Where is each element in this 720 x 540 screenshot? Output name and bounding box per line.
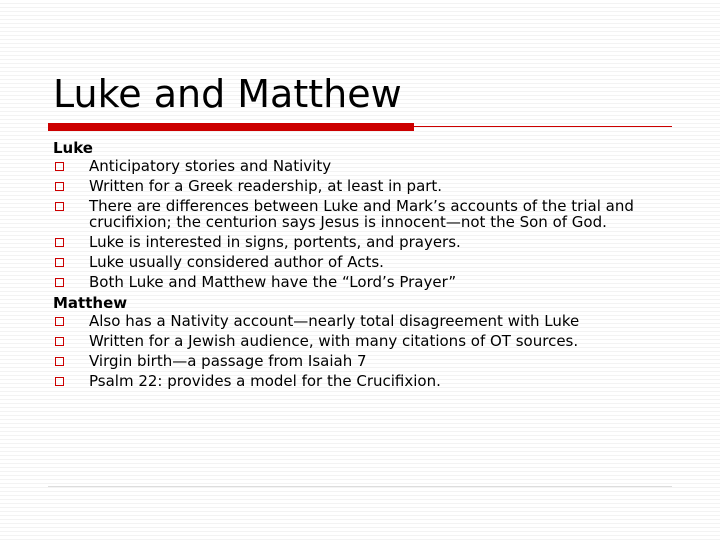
list-item [53, 313, 675, 329]
list-item [53, 274, 675, 290]
list-item [53, 373, 675, 389]
bullet-text: Luke usually considered author of Acts. [89, 253, 384, 271]
square-bullet-icon [55, 357, 64, 366]
section-heading-matthew: Matthew [53, 294, 128, 312]
bullet-text: Virgin birth—a passage from Isaiah 7 [89, 352, 367, 370]
list-item [53, 198, 675, 230]
square-bullet-icon [55, 317, 64, 326]
bullet-list-luke [53, 158, 675, 290]
bullet-text: Written for a Jewish audience, with many citations of OT sources. [89, 332, 579, 350]
list-item [53, 234, 675, 250]
square-bullet-icon [55, 238, 64, 247]
slide-title: Luke and Matthew [53, 72, 402, 116]
square-bullet-icon [55, 337, 64, 346]
bullet-text: There are differences between Luke and Mark’s accounts of the trial and crucifixion; the centurion says Jesus is innocent—not the Son of God. [89, 197, 634, 231]
section-heading-luke: Luke [53, 139, 93, 157]
bullet-text: Also has a Nativity account—nearly total disagreement with Luke [89, 312, 580, 330]
list-item [53, 158, 675, 174]
list-item [53, 178, 675, 194]
square-bullet-icon [55, 258, 64, 267]
bullet-text: Both Luke and Matthew have the “Lord’s Prayer” [89, 273, 457, 291]
bullet-text: Luke is interested in signs, portents, and prayers. [89, 233, 461, 251]
bullet-text: Psalm 22: provides a model for the Crucifixion. [89, 372, 441, 390]
square-bullet-icon [55, 202, 64, 211]
square-bullet-icon [55, 377, 64, 386]
list-item [53, 333, 675, 349]
slide-content [53, 139, 675, 393]
list-item [53, 353, 675, 369]
bullet-text: Written for a Greek readership, at least in part. [89, 177, 443, 195]
title-underline [414, 126, 672, 127]
square-bullet-icon [55, 278, 64, 287]
bullet-text: Anticipatory stories and Nativity [89, 157, 332, 175]
square-bullet-icon [55, 182, 64, 191]
footer-divider [48, 486, 672, 487]
list-item [53, 254, 675, 270]
bullet-list-matthew [53, 313, 675, 389]
title-accent-bar [48, 123, 414, 131]
square-bullet-icon [55, 162, 64, 171]
